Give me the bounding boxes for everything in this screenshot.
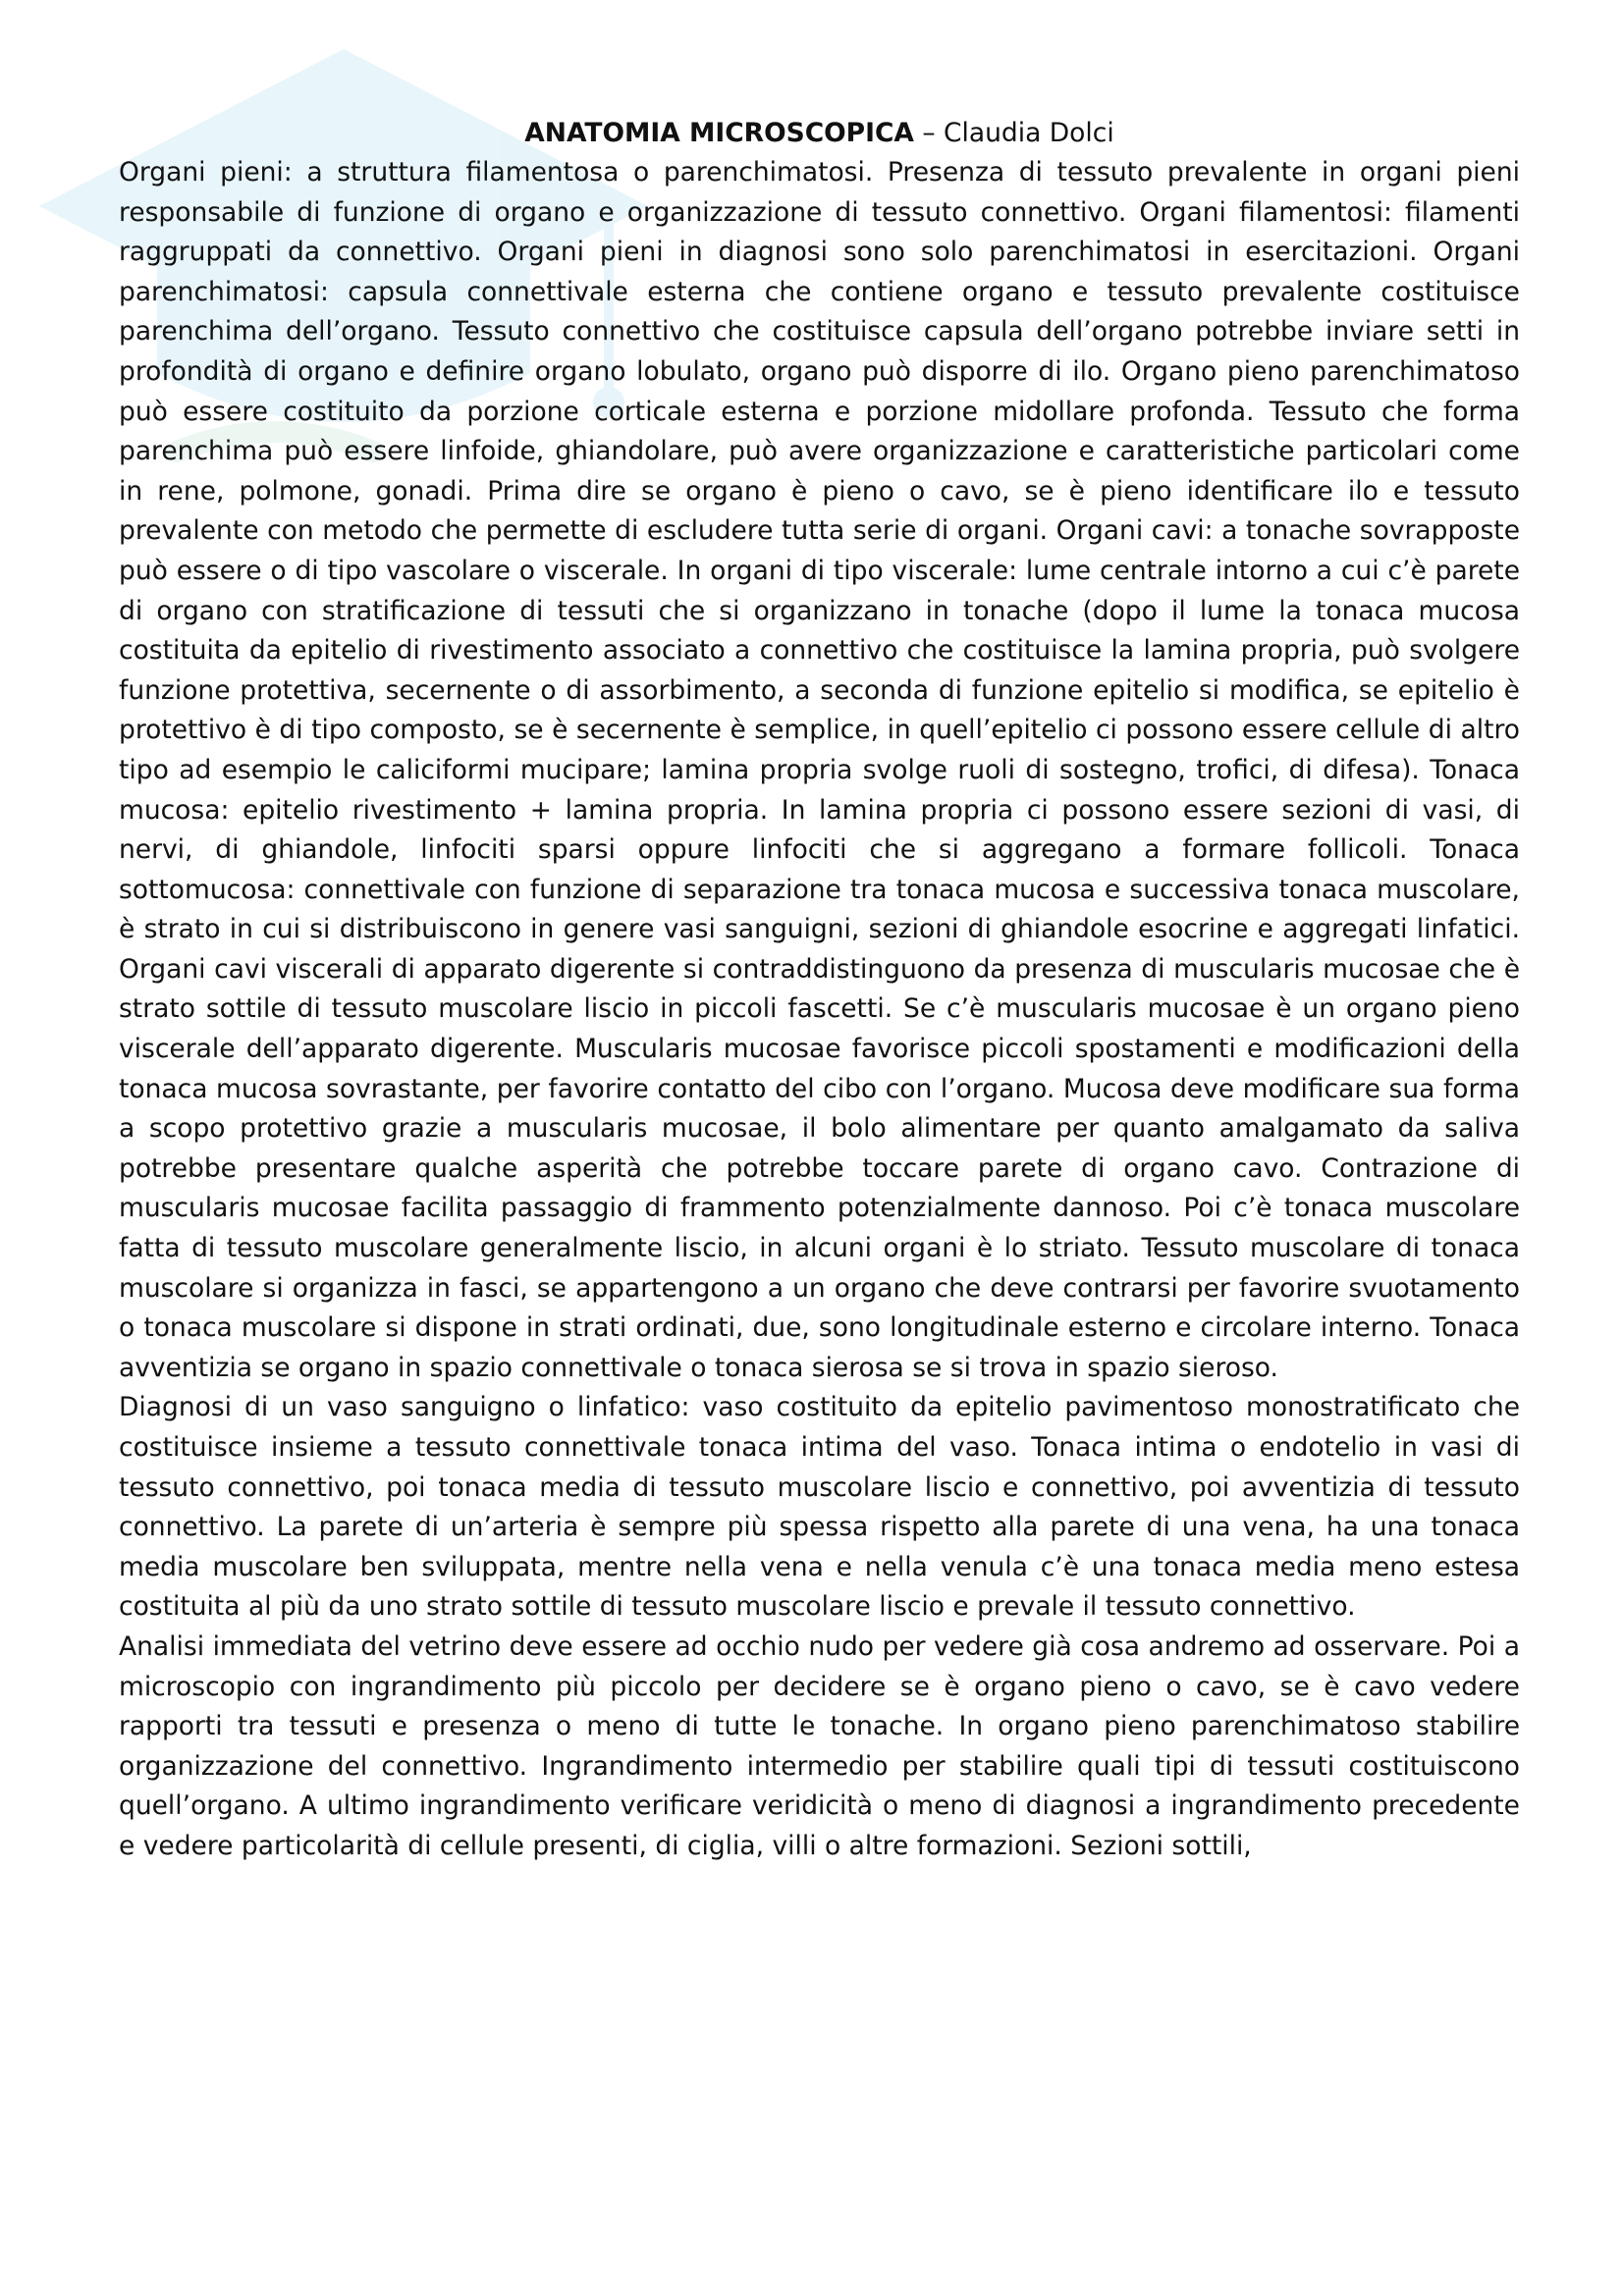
title-heading: ANATOMIA MICROSCOPICA <box>524 118 914 148</box>
title-author: – Claudia Dolci <box>913 118 1114 148</box>
paragraph-vasi: Diagnosi di un vaso sanguigno o linfatico: vaso costituito da epitelio pavimentoso monostratificato che costituisce insieme a tessuto connettivale tonaca intima del vaso. Tonaca intima o endotelio in vasi di tessuto connettivo, poi tonaca media di tessuto muscolare liscio e connettivo, poi avventizia di tessuto connettivo. La parete di un’arteria è sempre più spessa rispetto alla parete di una vena, ha una tonaca media muscolare ben sviluppata, mentre nella vena e nella venula c’è una tonaca media meno estesa costituita al più da uno strato sottile di tessuto muscolare liscio e prevale il tessuto connettivo. <box>119 1392 1520 1623</box>
document-page <box>119 114 1520 1867</box>
document-title <box>119 114 1520 153</box>
paragraph-organi: Organi pieni: a struttura filamentosa o parenchimatosi. Presenza di tessuto prevalente in organi pieni responsabile di funzione di organo e organizzazione di tessuto connettivo. Organi filamentosi: filamenti raggruppati da connettivo. Organi pieni in diagnosi sono solo parenchimatosi in esercitazioni. Organi parenchimatosi: capsula connettivale esterna che contiene organo e tessuto prevalente costituisce parenchima dell’organo. Tessuto connettivo che costituisce capsula dell’organo potrebbe inviare setti in profondità di organo e definire organo lobulato, organo può disporre di ilo. Organo pieno parenchimatoso può essere costituito da porzione corticale esterna e porzione midollare profonda. Tessuto che forma parenchima può essere linfoide, ghiandolare, può avere organizzazione e caratteristiche particolari come in rene, polmone, gonadi. Prima dire se organo è pieno o cavo, se è pieno identificare ilo e tessuto prevalente con metodo che permette di escludere tutta serie di organi. Organi cavi: a tonache sovrapposte può essere o di tipo vascolare o viscerale. In organi di tipo viscerale: lume centrale intorno a cui c’è parete di organo con stratificazione di tessuti che si organizzano in tonache (dopo il lume la tonaca mucosa costituita da epitelio di rivestimento associato a connettivo che costituisce la lamina propria, può svolgere funzione protettiva, secernente o di assorbimento, a seconda di funzione epitelio si modifica, se epitelio è protettivo è di tipo composto, se è secernente è semplice, in quell’epitelio ci possono essere cellule di altro tipo ad esempio le caliciformi mucipare; lamina propria svolge ruoli di sostegno, trofici, di difesa). Tonaca mucosa: epitelio rivestimento + lamina propria. In lamina propria ci possono essere sezioni di vasi, di nervi, di ghiandole, linfociti sparsi oppure linfociti che si aggregano a formare follicoli. Tonaca sottomucosa: connettivale con funzione di separazione tra tonaca mucosa e successiva tonaca muscolare, è strato in cui si distribuiscono in genere vasi sanguigni, sezioni di ghiandole esocrine e aggregati linfatici. Organi cavi viscerali di apparato digerente si contraddistinguono da presenza di muscularis mucosae che è strato sottile di tessuto muscolare liscio in piccoli fascetti. Se c’è muscularis mucosae è un organo pieno viscerale dell’apparato digerente. Muscularis mucosae favorisce piccoli spostamenti e modificazioni della tonaca mucosa sovrastante, per favorire contatto del cibo con l’organo. Mucosa deve modificare sua forma a scopo protettivo grazie a muscularis mucosae, il bolo alimentare per quanto amalgamato da saliva potrebbe presentare qualche asperità che potrebbe toccare parete di organo cavo. Contrazione di muscularis mucosae facilita passaggio di frammento potenzialmente dannoso. Poi c’è tonaca muscolare fatta di tessuto muscolare generalmente liscio, in alcuni organi è lo striato. Tessuto muscolare di tonaca muscolare si organizza in fasci, se appartengono a un organo che deve contrarsi per favorire svuotamento o tonaca muscolare si dispone in strati ordinati, due, sono longitudinale esterno e circolare interno. Tonaca avventizia se organo in spazio connettivale o tonaca sierosa se si trova in spazio sieroso. <box>119 157 1520 1383</box>
paragraph-analisi: Analisi immediata del vetrino deve essere ad occhio nudo per vedere già cosa andremo ad osservare. Poi a microscopio con ingrandimento più piccolo per decidere se è organo pieno o cavo, se è cavo vedere rapporti tra tessuti e presenza o meno di tutte le tonache. In organo pieno parenchimatoso stabilire organizzazione del connettivo. Ingrandimento intermedio per stabilire quali tipi di tessuti costituiscono quell’organo. A ultimo ingrandimento verificare veridicità o meno di diagnosi a ingrandimento precedente e vedere particolarità di cellule presenti, di ciglia, villi o altre formazioni. Sezioni sottili, <box>119 1630 1520 1861</box>
